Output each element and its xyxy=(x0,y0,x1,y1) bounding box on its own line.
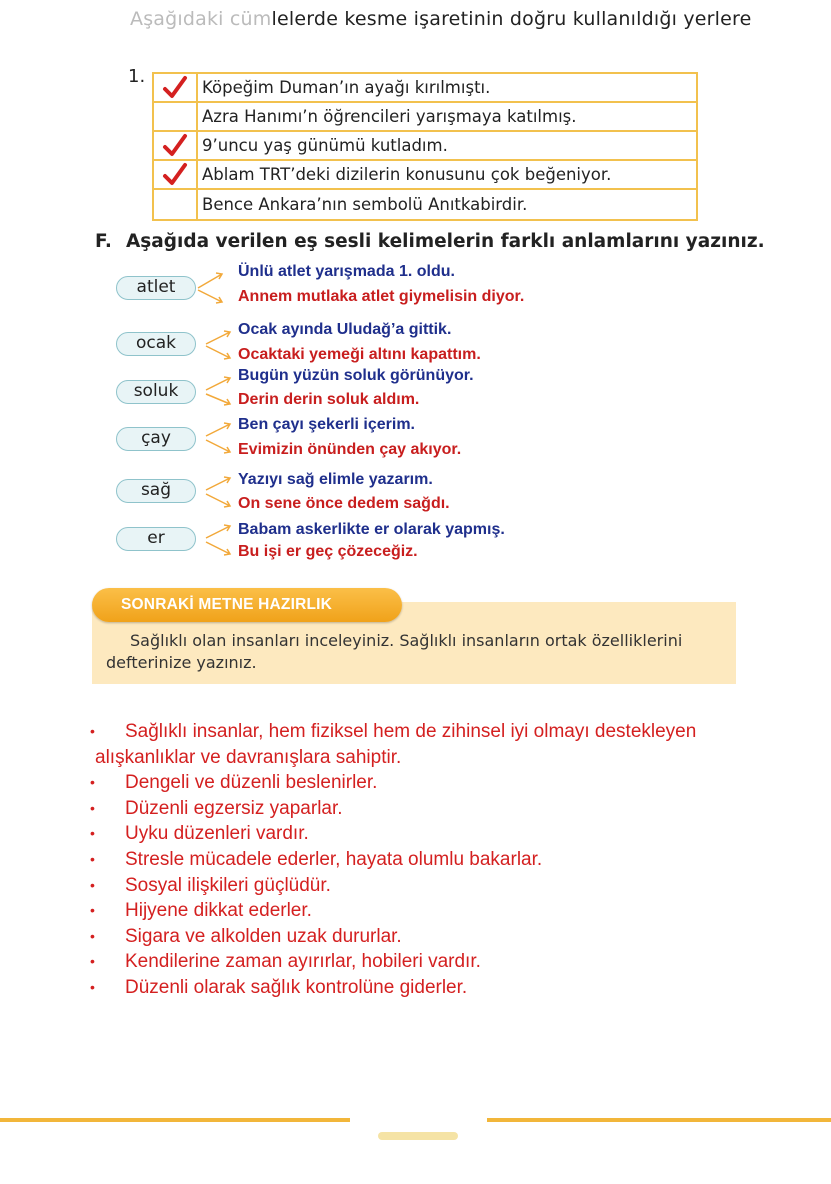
question-number: 1. xyxy=(128,66,146,87)
list-item xyxy=(90,796,810,822)
homonym-sentence-1: Babam askerlikte er olarak yapmış. xyxy=(238,521,505,538)
homonym-sentence-1: Bugün yüzün soluk görünüyor. xyxy=(238,367,474,384)
check-cell[interactable] xyxy=(154,103,198,130)
bullet: • xyxy=(90,876,95,893)
list-item xyxy=(90,949,810,975)
list-item-text: Sağlıklı insanlar, hem fiziksel hem de zihinsel iyi olmayı destekleyen xyxy=(125,721,697,742)
sentence-text: Bence Ankara’nın sembolü Anıtkabirdir. xyxy=(202,195,528,214)
next-text-body: Sağlıklı olan insanları inceleyiniz. Sağlıklı insanların ortak özelliklerini defterinize yazınız. xyxy=(106,631,683,672)
list-item-text: Dengeli ve düzenli beslenirler. xyxy=(125,772,378,794)
list-item-text: Sosyal ilişkileri güçlüdür. xyxy=(125,874,331,896)
bullet: • xyxy=(90,825,95,842)
sentence-text: 9’uncu yaş günümü kutladım. xyxy=(202,136,448,155)
list-item xyxy=(90,821,810,847)
checkmark-icon xyxy=(162,162,188,188)
list-item-text: Sigara ve alkolden uzak dururlar. xyxy=(125,925,402,947)
homonym-word-soluk: soluk xyxy=(116,380,196,404)
list-item xyxy=(90,847,810,873)
table-row xyxy=(154,103,696,132)
bullet: • xyxy=(90,953,95,970)
section-f-heading xyxy=(95,231,765,252)
homonym-sentence-1: Ben çayı şekerli içerim. xyxy=(238,416,415,433)
section-letter: F. xyxy=(95,231,112,252)
bullet: • xyxy=(90,902,95,919)
homonym-sentence-1: Ünlü atlet yarışmada 1. oldu. xyxy=(238,263,455,280)
list-item xyxy=(90,719,810,745)
arrow-icon xyxy=(196,518,236,558)
homonym-sentence-2: Annem mutlaka atlet giymelisin diyor. xyxy=(238,288,525,305)
table-row xyxy=(154,161,696,190)
section-title: Aşağıda verilen eş sesli kelimelerin farklı anlamlarını yazınız. xyxy=(125,231,765,252)
instruction-faded-prefix: Aşağıdaki cüm xyxy=(130,8,272,30)
arrow-icon xyxy=(196,370,236,410)
homonym-sentence-2: Bu işi er geç çözeceğiz. xyxy=(238,543,418,560)
homonym-sentence-1: Ocak ayında Uludağ’a gittik. xyxy=(238,321,452,338)
check-cell[interactable] xyxy=(154,190,198,219)
instruction-text xyxy=(130,8,752,30)
table-row xyxy=(154,190,696,219)
sentence-text: Ablam TRT’deki dizilerin konusunu çok beğeniyor. xyxy=(202,165,612,184)
list-item-text: Stresle mücadele ederler, hayata olumlu bakarlar. xyxy=(125,848,543,870)
list-item xyxy=(90,745,810,771)
list-item xyxy=(90,975,810,1001)
list-item-text: Kendilerine zaman ayırırlar, hobileri vardır. xyxy=(125,951,481,973)
footer-page-mark xyxy=(378,1132,458,1140)
list-item-text: Hijyene dikkat ederler. xyxy=(125,900,312,922)
homonym-sentence-2: Derin derin soluk aldım. xyxy=(238,391,420,408)
bullet: • xyxy=(90,723,95,739)
answer-list xyxy=(90,719,810,1001)
check-cell[interactable] xyxy=(154,161,198,188)
next-text-tab-label: SONRAKİ METNE HAZIRLIK xyxy=(121,596,333,613)
sentence-text: Azra Hanımı’n öğrencileri yarışmaya katılmış. xyxy=(202,107,577,126)
list-item-text: Uyku düzenleri vardır. xyxy=(125,823,309,845)
bullet: • xyxy=(90,927,95,944)
homonym-sentence-2: Evimizin önünden çay akıyor. xyxy=(238,441,462,458)
sentence-text: Köpeğim Duman’ın ayağı kırılmıştı. xyxy=(202,78,491,97)
list-item xyxy=(90,924,810,950)
arrow-icon xyxy=(196,266,236,306)
arrow-icon xyxy=(196,416,236,456)
check-cell[interactable] xyxy=(154,74,198,101)
bullet: • xyxy=(90,850,95,867)
homonym-word-sag: sağ xyxy=(116,479,196,503)
homonym-sentence-2: Ocaktaki yemeği altını kapattım. xyxy=(238,346,481,363)
bullet: • xyxy=(90,978,95,995)
homonym-word-ocak: ocak xyxy=(116,332,196,356)
list-item xyxy=(90,898,810,924)
homonym-word-cay: çay xyxy=(116,427,196,451)
arrow-icon xyxy=(196,470,236,510)
check-table xyxy=(152,72,698,221)
check-cell[interactable] xyxy=(154,132,198,159)
table-row xyxy=(154,74,696,103)
footer-divider-right xyxy=(487,1118,831,1122)
table-row xyxy=(154,132,696,161)
homonym-sentence-2: On sene önce dedem sağdı. xyxy=(238,495,450,512)
bullet: • xyxy=(90,774,95,791)
list-item-text: Düzenli egzersiz yaparlar. xyxy=(125,797,343,819)
footer-divider-left xyxy=(0,1118,350,1122)
instruction-main: lelerde kesme işaretinin doğru kullanıldığı yerlere xyxy=(271,8,752,30)
list-item xyxy=(90,770,810,796)
list-item-text: Düzenli olarak sağlık kontrolüne giderler. xyxy=(125,976,468,998)
checkmark-icon xyxy=(162,133,188,159)
homonym-sentence-1: Yazıyı sağ elimle yazarım. xyxy=(238,471,433,488)
checkmark-icon xyxy=(162,75,188,101)
list-item xyxy=(90,873,810,899)
arrow-icon xyxy=(196,322,236,362)
homonym-word-atlet: atlet xyxy=(116,276,196,300)
homonym-word-er: er xyxy=(116,527,196,551)
bullet: • xyxy=(90,799,95,816)
list-item-text: alışkanlıklar ve davranışlara sahiptir. xyxy=(95,746,402,768)
